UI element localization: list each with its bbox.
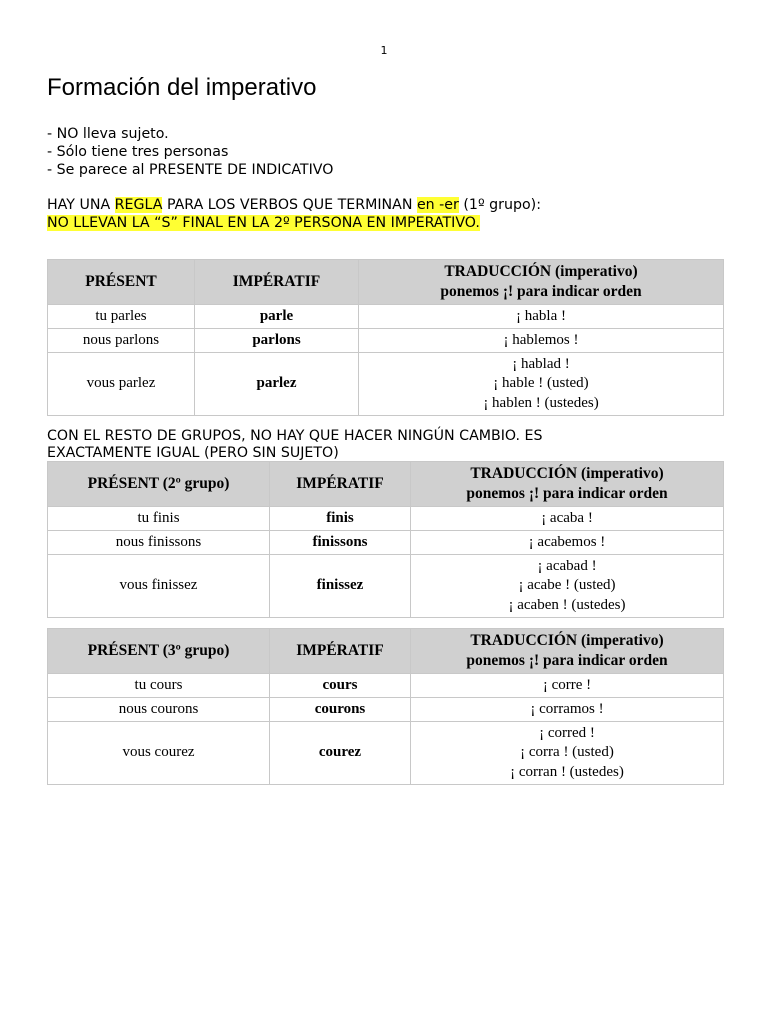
cell-present: tu parles: [48, 305, 195, 329]
table-header-row: [48, 629, 724, 674]
rule-line-1: [47, 196, 541, 214]
cell-traduccion: [411, 722, 724, 785]
cell-imperatif: parlez: [195, 353, 359, 416]
bullet-item: - NO lleva sujeto.: [47, 126, 169, 142]
cell-imperatif: courez: [270, 722, 411, 785]
cell-present: vous finissez: [48, 555, 270, 618]
cell-present: vous parlez: [48, 353, 195, 416]
page-title: Formación del imperativo: [47, 74, 317, 101]
cell-present: nous finissons: [48, 531, 270, 555]
traduccion-line: ¡ corred !: [539, 724, 595, 741]
table-row: [48, 722, 724, 785]
header-present: PRÉSENT: [48, 260, 195, 305]
conjugation-table-courir: [47, 628, 724, 785]
header-imperatif: IMPÉRATIF: [270, 629, 411, 674]
traduccion-line: ¡ acabe ! (usted): [518, 577, 616, 594]
header-traduccion: [411, 629, 724, 674]
cell-imperatif: finis: [270, 507, 411, 531]
table-header-row: [48, 260, 724, 305]
bullet-item: - Sólo tiene tres personas: [47, 144, 229, 160]
header-traduccion-title: TRADUCCIÓN (imperativo): [470, 465, 664, 482]
header-imperatif: IMPÉRATIF: [270, 462, 411, 507]
rule-text: (1º grupo):: [458, 197, 541, 213]
cell-present: nous parlons: [48, 329, 195, 353]
header-traduccion-title: TRADUCCIÓN (imperativo): [470, 632, 664, 649]
cell-imperatif: finissez: [270, 555, 411, 618]
traduccion-line: ¡ acaben ! (ustedes): [508, 596, 626, 613]
header-present: PRÉSENT (3º grupo): [48, 629, 270, 674]
table-row: [48, 674, 724, 698]
traduccion-line: ¡ hable ! (usted): [493, 375, 589, 392]
cell-present: vous courez: [48, 722, 270, 785]
table-row: [48, 305, 724, 329]
header-traduccion: [359, 260, 724, 305]
header-imperatif: IMPÉRATIF: [195, 260, 359, 305]
header-traduccion-note: ponemos ¡! para indicar orden: [466, 485, 668, 502]
cell-present: nous courons: [48, 698, 270, 722]
conjugation-table-parler: [47, 259, 724, 416]
page-number: 1: [380, 44, 388, 57]
header-traduccion-note: ponemos ¡! para indicar orden: [440, 283, 642, 300]
cell-traduccion: ¡ corramos !: [411, 698, 724, 722]
traduccion-line: ¡ corra ! (usted): [520, 744, 614, 761]
rule-highlight-line: NO LLEVAN LA “S” FINAL EN LA 2º PERSONA EN IMPERATIVO.: [47, 215, 480, 231]
rule-highlight-regla: REGLA: [114, 197, 163, 213]
rule-paragraph: [47, 196, 541, 232]
header-traduccion-title: TRADUCCIÓN (imperativo): [444, 263, 638, 280]
table-row: [48, 555, 724, 618]
cell-imperatif: cours: [270, 674, 411, 698]
cell-present: tu finis: [48, 507, 270, 531]
cell-present: tu cours: [48, 674, 270, 698]
cell-traduccion: [359, 353, 724, 416]
cell-traduccion: ¡ habla !: [359, 305, 724, 329]
table-row: [48, 353, 724, 416]
cell-imperatif: parle: [195, 305, 359, 329]
rule-text: PARA LOS VERBOS QUE TERMINAN: [162, 197, 417, 213]
traduccion-line: ¡ hablen ! (ustedes): [483, 394, 599, 411]
table-row: [48, 698, 724, 722]
table-row: [48, 531, 724, 555]
rule-line-2: [47, 214, 541, 232]
traduccion-line: ¡ corran ! (ustedes): [510, 763, 624, 780]
header-present: PRÉSENT (2º grupo): [48, 462, 270, 507]
cell-traduccion: ¡ hablemos !: [359, 329, 724, 353]
header-traduccion: [411, 462, 724, 507]
cell-imperatif: parlons: [195, 329, 359, 353]
header-traduccion-note: ponemos ¡! para indicar orden: [466, 652, 668, 669]
table-header-row: [48, 462, 724, 507]
cell-traduccion: ¡ acaba !: [411, 507, 724, 531]
table-row: [48, 507, 724, 531]
rule-highlight-ending: en -er: [416, 197, 459, 213]
cell-traduccion: ¡ corre !: [411, 674, 724, 698]
cell-imperatif: finissons: [270, 531, 411, 555]
bullet-item: - Se parece al PRESENTE DE INDICATIVO: [47, 162, 334, 178]
table-row: [48, 329, 724, 353]
cell-traduccion: [411, 555, 724, 618]
traduccion-line: ¡ acabad !: [537, 557, 597, 574]
conjugation-table-finir: [47, 461, 724, 618]
cell-imperatif: courons: [270, 698, 411, 722]
bullet-list: [47, 125, 333, 179]
rule-text: HAY UNA: [47, 197, 115, 213]
traduccion-line: ¡ hablad !: [512, 355, 570, 372]
cell-traduccion: ¡ acabemos !: [411, 531, 724, 555]
note-paragraph: CON EL RESTO DE GRUPOS, NO HAY QUE HACER NINGÚN CAMBIO. ES EXACTAMENTE IGUAL (PERO SIN SUJETO): [47, 428, 543, 461]
